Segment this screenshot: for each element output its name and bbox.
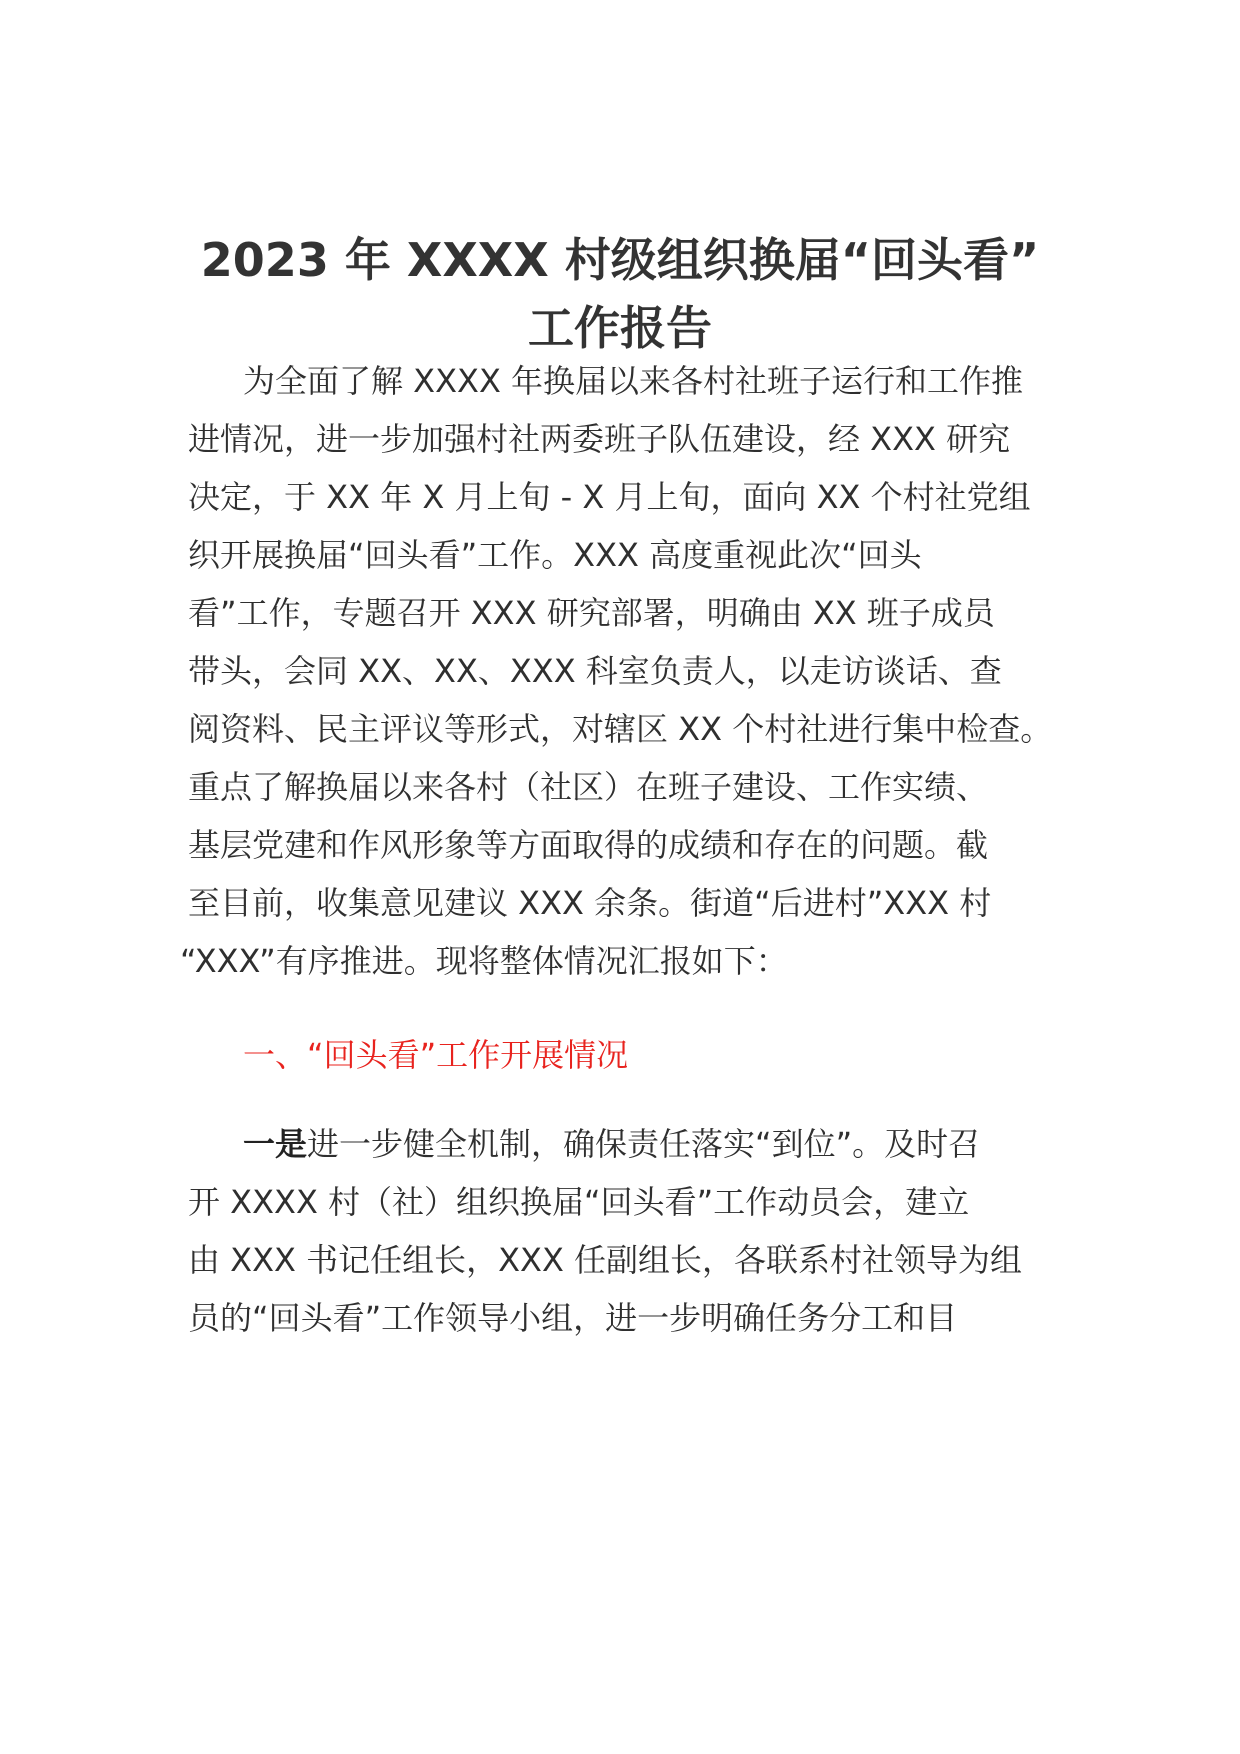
point1-lead: 一是 <box>243 1125 308 1163</box>
intro-line-11: “XXX”有序推进。现将整体情况汇报如下： <box>180 942 788 980</box>
point1-line-4: 员的“回头看”工作领导小组，进一步明确任务分工和目 <box>188 1299 958 1337</box>
intro-line-4: 织开展换届“回头看”工作。XXX 高度重视此次“回头 <box>188 536 922 574</box>
intro-line-1: 为全面了解 XXXX 年换届以来各村社班子运行和工作推 <box>243 362 1024 400</box>
section-heading: 一、“回头看”工作开展情况 <box>243 1036 629 1074</box>
title-line-2: 工作报告 <box>528 301 712 355</box>
point1-line-1 <box>243 1125 981 1163</box>
intro-line-3: 决定，于 XX 年 X 月上旬 - X 月上旬，面向 XX 个村社党组 <box>188 478 1031 516</box>
intro-line-8: 重点了解换届以来各村（社区）在班子建设、工作实绩、 <box>188 768 989 806</box>
intro-line-9: 基层党建和作风形象等方面取得的成绩和存在的问题。截 <box>188 826 989 864</box>
point1-first-text: 进一步健全机制，确保责任落实“到位”。及时召 <box>307 1125 981 1163</box>
intro-line-10: 至目前，收集意见建议 XXX 余条。街道“后进村”XXX 村 <box>188 884 992 922</box>
title-line-1: 2023 年 XXXX 村级组织换届“回头看” <box>200 233 1040 287</box>
intro-line-6: 带头，会同 XX、XX、XXX 科室负责人，以走访谈话、查 <box>188 652 1002 690</box>
intro-line-5: 看”工作，专题召开 XXX 研究部署，明确由 XX 班子成员 <box>188 594 995 632</box>
intro-line-2: 进情况，进一步加强村社两委班子队伍建设，经 XXX 研究 <box>188 420 1011 458</box>
intro-line-7: 阅资料、民主评议等形式，对辖区 XX 个村社进行集中检查。 <box>188 710 1053 748</box>
point1-line-2: 开 XXXX 村（社）组织换届“回头看”工作动员会，建立 <box>188 1183 970 1221</box>
point1-line-3: 由 XXX 书记任组长，XXX 任副组长，各联系村社领导为组 <box>188 1241 1023 1279</box>
